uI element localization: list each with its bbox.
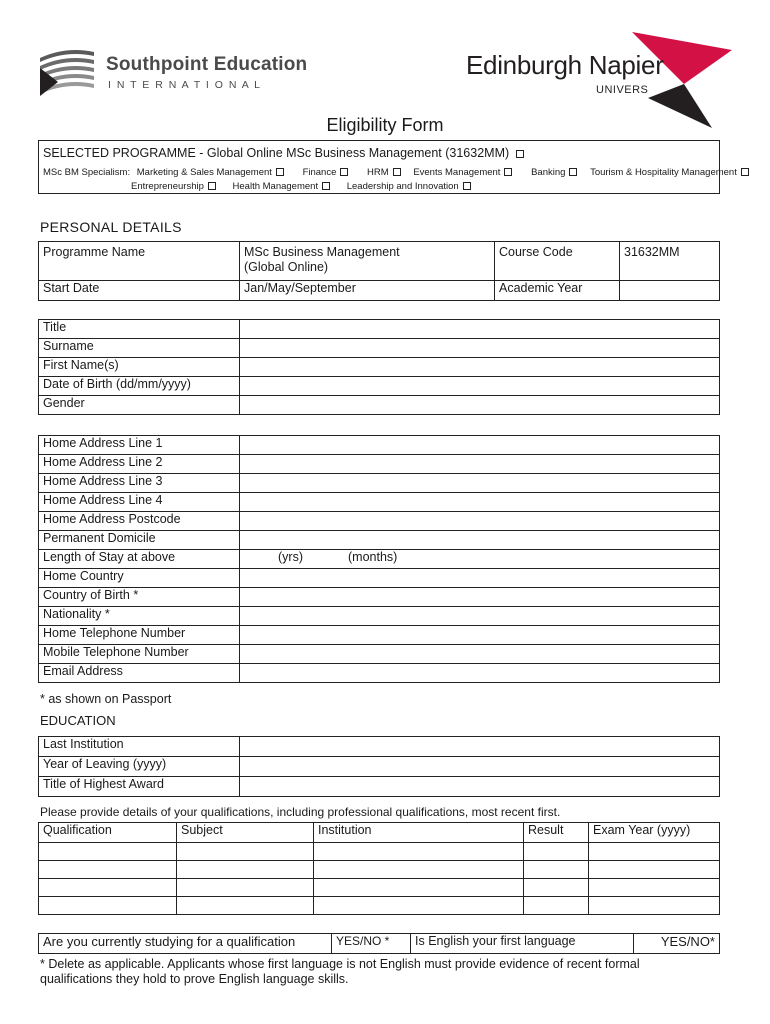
academic-year-field[interactable] — [620, 281, 720, 301]
field-label: Country of Birth * — [39, 588, 240, 607]
field-input[interactable] — [240, 588, 720, 607]
field-label: Title of Highest Award — [39, 777, 240, 797]
field-label: Last Institution — [39, 737, 240, 757]
programme-name-value-line2: (Global Online) — [244, 260, 329, 274]
qual-cell[interactable] — [589, 843, 720, 861]
option-health: Health Management — [232, 181, 319, 192]
option-marketing: Marketing & Sales Management — [136, 167, 272, 178]
identity-table — [38, 319, 720, 415]
checkbox-hrm[interactable] — [393, 168, 401, 176]
southpoint-logo — [38, 46, 328, 102]
qual-cell[interactable] — [314, 843, 524, 861]
qual-cell[interactable] — [177, 897, 314, 915]
programme-name-value-line1: MSc Business Management — [244, 245, 400, 259]
qual-cell[interactable] — [524, 843, 589, 861]
qual-cell[interactable] — [39, 843, 177, 861]
southpoint-logo-mark — [38, 46, 96, 102]
checkbox-events[interactable] — [504, 168, 512, 176]
field-label: First Name(s) — [39, 358, 240, 377]
napier-subtitle: UNIVERS — [596, 84, 649, 96]
field-input[interactable] — [240, 493, 720, 512]
qual-cell[interactable] — [589, 861, 720, 879]
qual-header-subject: Subject — [177, 823, 314, 843]
southpoint-subtitle: I N T E R N A T I O N A L — [108, 79, 262, 91]
course-code-value: 31632MM — [620, 242, 720, 281]
option-leadership: Leadership and Innovation — [346, 181, 459, 192]
selected-programme-label: SELECTED PROGRAMME — [43, 146, 196, 160]
field-label: Home Address Postcode — [39, 512, 240, 531]
option-tourism: Tourism & Hospitality Management — [590, 167, 737, 178]
qual-cell[interactable] — [39, 879, 177, 897]
field-label: Permanent Domicile — [39, 531, 240, 550]
passport-note: * as shown on Passport — [40, 692, 172, 706]
napier-logo — [460, 28, 750, 128]
programme-name-value — [240, 242, 495, 281]
field-input[interactable] — [240, 320, 720, 339]
stay-years-label: (yrs) — [278, 550, 303, 564]
checkbox-entrepreneurship[interactable] — [208, 182, 216, 190]
field-input[interactable] — [240, 455, 720, 474]
napier-name: Edinburgh Napier — [466, 50, 664, 80]
field-label: Home Telephone Number — [39, 626, 240, 645]
footer-note-line1: * Delete as applicable. Applicants whose first language is not English must provide evidence of recent formal — [40, 957, 640, 971]
field-label: Gender — [39, 396, 240, 415]
academic-year-label: Academic Year — [495, 281, 620, 301]
specialism-row-2 — [131, 181, 475, 192]
field-input[interactable] — [240, 531, 720, 550]
southpoint-name: Southpoint Education — [106, 54, 308, 75]
footer-note — [40, 957, 640, 987]
english-label: Is English your first language — [411, 934, 634, 954]
qual-cell[interactable] — [177, 879, 314, 897]
qual-cell[interactable] — [39, 861, 177, 879]
qual-cell[interactable] — [39, 897, 177, 915]
qual-cell[interactable] — [314, 879, 524, 897]
option-finance: Finance — [302, 167, 337, 178]
field-input[interactable] — [240, 645, 720, 664]
english-yes-no[interactable]: YES/NO* — [634, 934, 720, 954]
checkbox-banking[interactable] — [569, 168, 577, 176]
stay-months-label: (months) — [348, 550, 398, 564]
studying-yes-no[interactable]: YES/NO * — [332, 934, 411, 954]
course-code-label: Course Code — [495, 242, 620, 281]
qual-cell[interactable] — [524, 879, 589, 897]
start-date-value: Jan/May/September — [240, 281, 495, 301]
qual-cell[interactable] — [524, 897, 589, 915]
field-input[interactable] — [240, 737, 720, 757]
form-title: Eligibility Form — [326, 115, 444, 135]
field-label: Home Address Line 2 — [39, 455, 240, 474]
field-input[interactable] — [240, 607, 720, 626]
field-label: Home Address Line 1 — [39, 436, 240, 455]
selected-programme-value: - Global Online MSc Business Management (31632MM) — [195, 146, 510, 160]
checkbox-health[interactable] — [322, 182, 330, 190]
field-input[interactable] — [240, 512, 720, 531]
field-input[interactable] — [240, 777, 720, 797]
field-input[interactable] — [240, 626, 720, 645]
field-label: Mobile Telephone Number — [39, 645, 240, 664]
specialism-label: MSc BM Specialism: — [43, 167, 131, 178]
field-label: Length of Stay at above — [39, 550, 240, 569]
programme-box — [38, 140, 737, 194]
qual-header-exam-year: Exam Year (yyyy) — [589, 823, 720, 843]
personal-details-heading: PERSONAL DETAILS — [40, 219, 182, 235]
option-banking: Banking — [531, 167, 566, 178]
field-label: Home Address Line 4 — [39, 493, 240, 512]
field-input[interactable] — [240, 436, 720, 455]
selected-programme-line — [43, 146, 528, 160]
field-input[interactable] — [240, 339, 720, 358]
checkbox-marketing[interactable] — [276, 168, 284, 176]
table-row — [39, 861, 720, 879]
option-entrepreneurship: Entrepreneurship — [131, 181, 204, 192]
checkbox-tourism[interactable] — [741, 168, 749, 176]
field-label: Date of Birth (dd/mm/yyyy) — [39, 377, 240, 396]
education-heading: EDUCATION — [40, 713, 116, 728]
qualifications-intro: Please provide details of your qualifications, including professional qualifications, most recent first. — [40, 805, 561, 819]
field-label: Home Address Line 3 — [39, 474, 240, 493]
field-input[interactable] — [240, 358, 720, 377]
start-date-label: Start Date — [39, 281, 240, 301]
education-table — [38, 736, 720, 797]
field-label: Nationality * — [39, 607, 240, 626]
qual-cell[interactable] — [177, 843, 314, 861]
checkbox-selected-programme[interactable] — [516, 150, 524, 158]
field-label: Surname — [39, 339, 240, 358]
field-label: Home Country — [39, 569, 240, 588]
option-hrm: HRM — [367, 167, 389, 178]
field-input[interactable] — [240, 664, 720, 683]
field-input[interactable] — [240, 757, 720, 777]
field-label: Title — [39, 320, 240, 339]
field-input[interactable] — [240, 474, 720, 493]
qual-cell[interactable] — [314, 861, 524, 879]
programme-name-label: Programme Name — [39, 242, 240, 281]
field-input[interactable] — [240, 569, 720, 588]
table-row — [39, 897, 720, 915]
field-label: Year of Leaving (yyyy) — [39, 757, 240, 777]
qualifications-table — [38, 822, 720, 915]
qual-header-qualification: Qualification — [39, 823, 177, 843]
table-row — [39, 879, 720, 897]
studying-label: Are you currently studying for a qualification — [39, 934, 332, 954]
qual-cell[interactable] — [177, 861, 314, 879]
qual-cell[interactable] — [589, 879, 720, 897]
qual-header-institution: Institution — [314, 823, 524, 843]
checkbox-finance[interactable] — [340, 168, 348, 176]
qual-header-result: Result — [524, 823, 589, 843]
footer-note-line2: qualifications they hold to prove English language skills. — [40, 972, 349, 986]
field-input[interactable] — [240, 377, 720, 396]
checkbox-leadership[interactable] — [463, 182, 471, 190]
option-events: Events Management — [413, 167, 501, 178]
address-table — [38, 435, 720, 683]
length-of-stay-input[interactable] — [240, 550, 720, 569]
field-input[interactable] — [240, 396, 720, 415]
studying-english-table — [38, 933, 720, 954]
qual-cell[interactable] — [314, 897, 524, 915]
programme-info-table — [38, 241, 720, 301]
field-label: Email Address — [39, 664, 240, 683]
table-row — [39, 843, 720, 861]
specialism-row-1 — [43, 167, 753, 178]
qual-cell[interactable] — [589, 897, 720, 915]
qual-cell[interactable] — [524, 861, 589, 879]
